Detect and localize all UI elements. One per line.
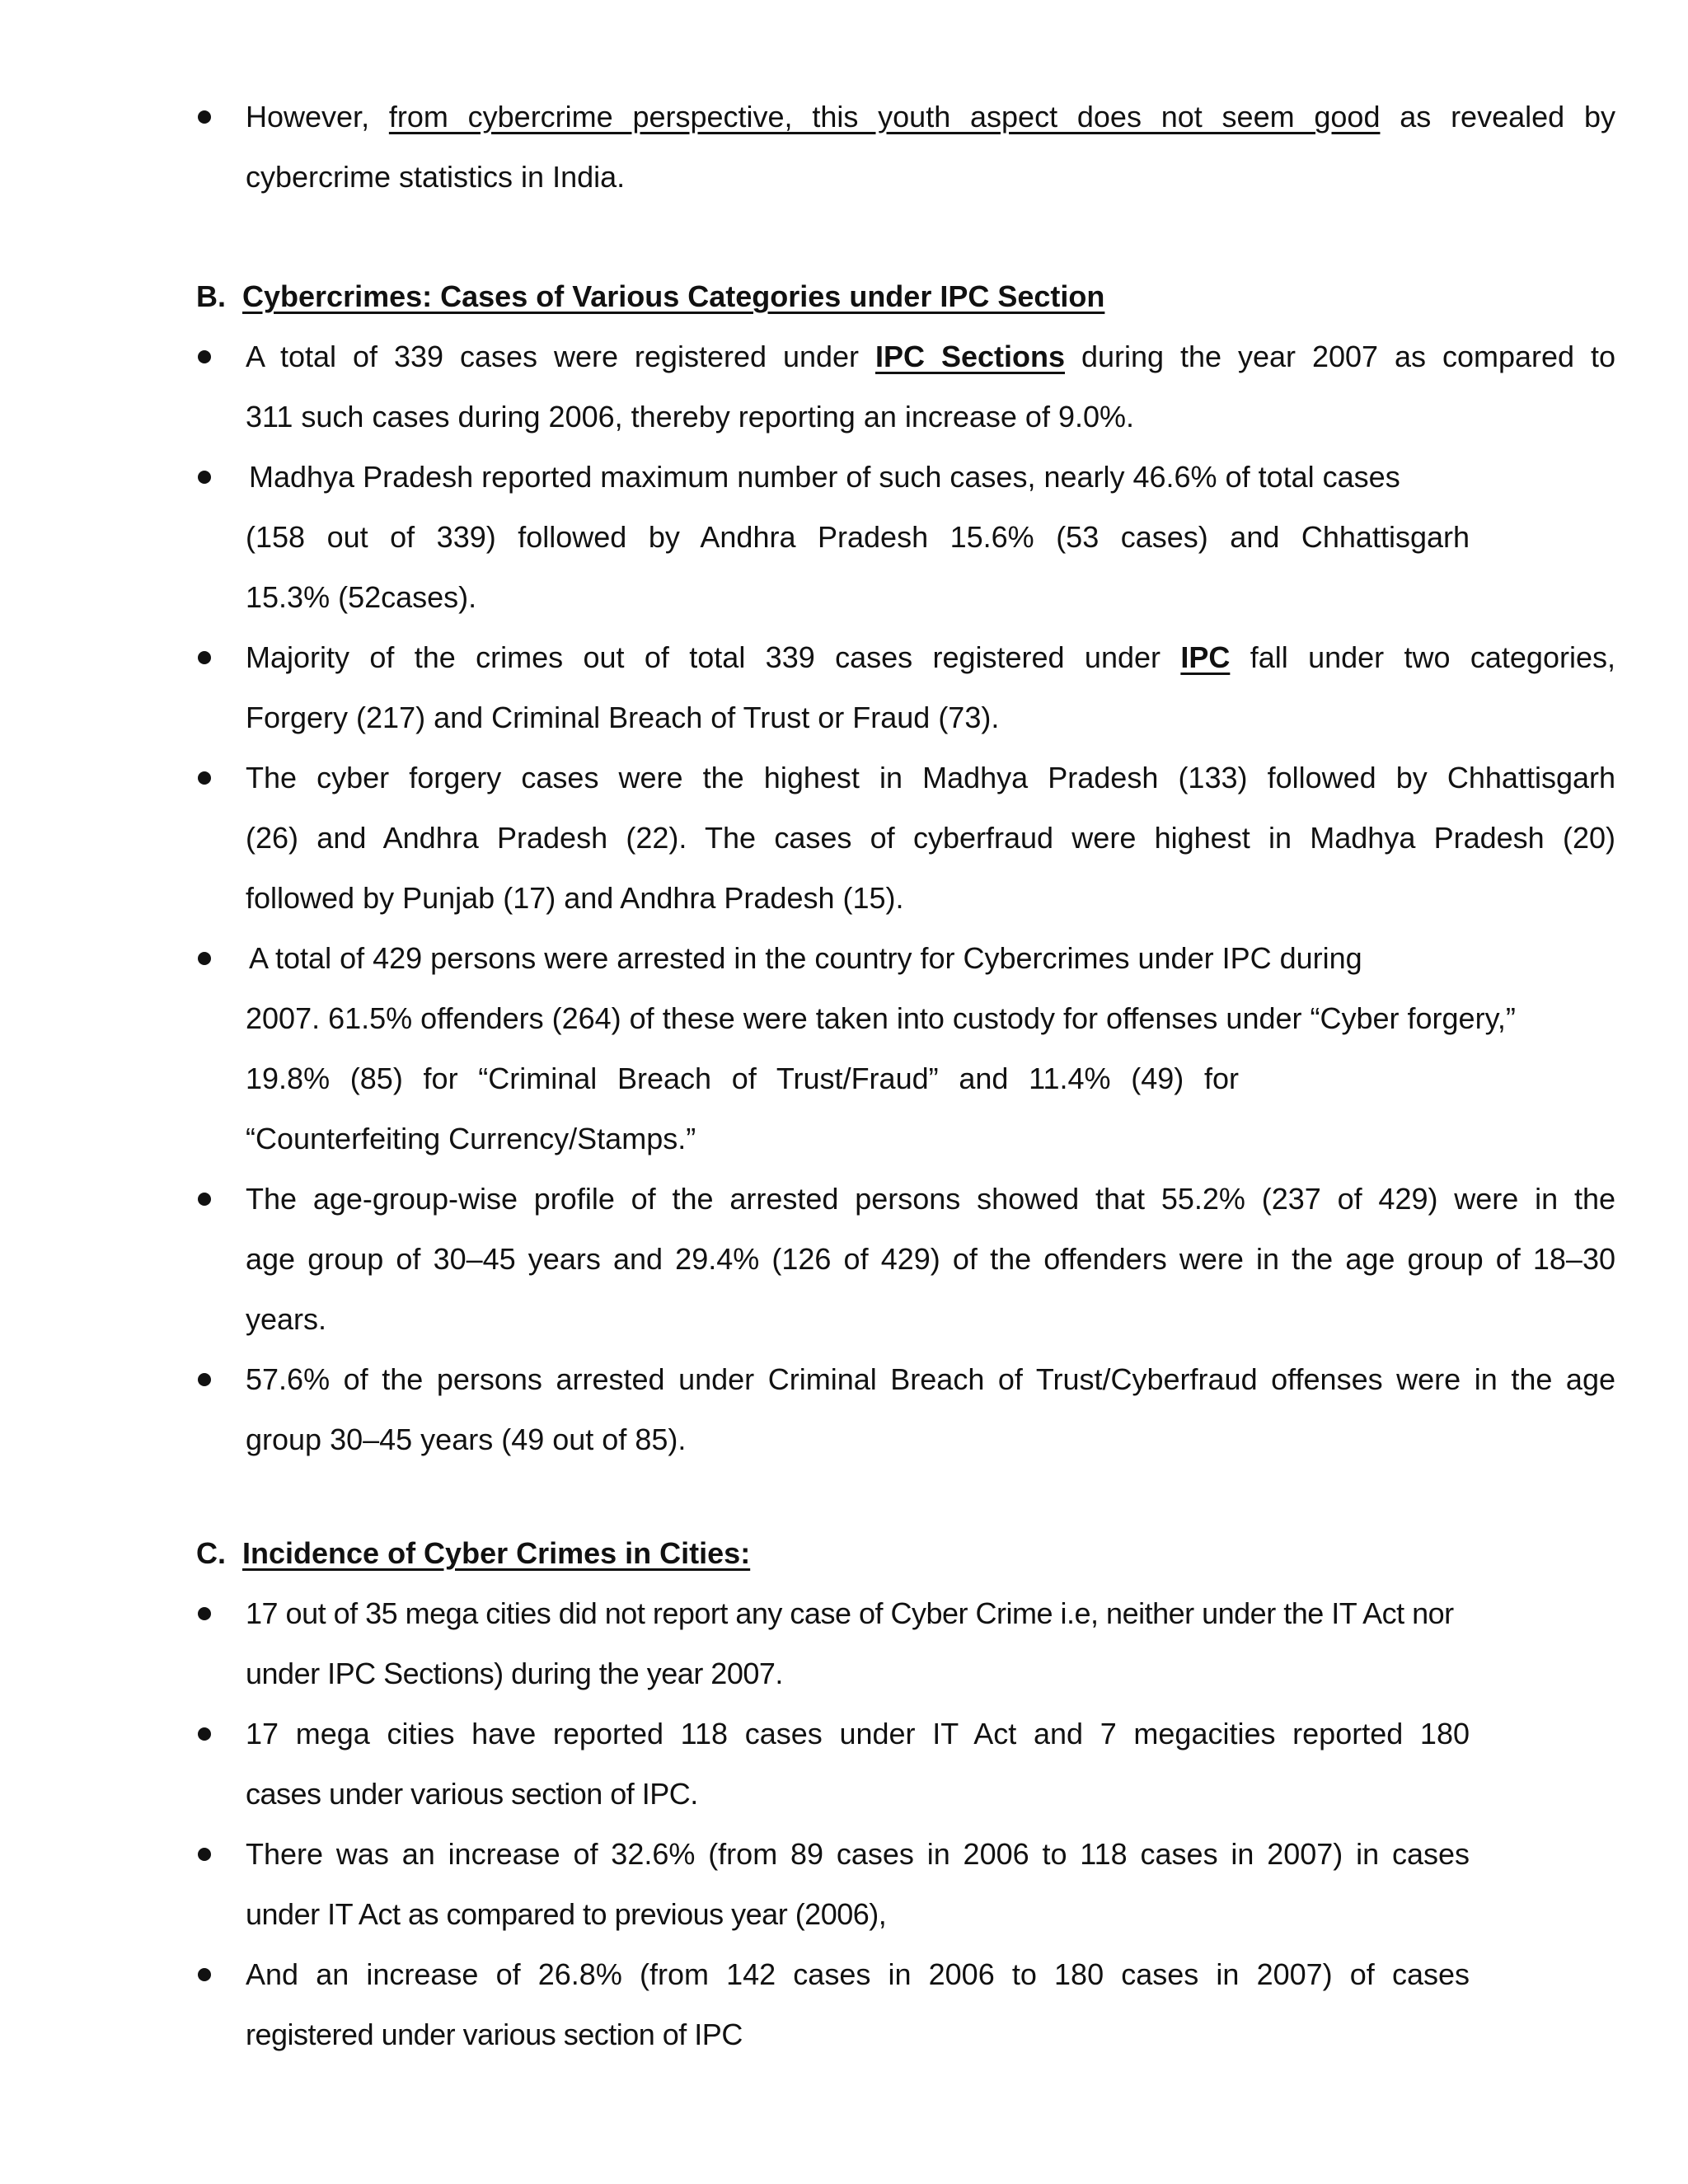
bullet-icon bbox=[198, 350, 211, 363]
c2-line-1: 17 mega cities have reported 118 cases under IT Act and 7 megacities reported 180 bbox=[246, 1717, 1470, 1750]
section-c-title: Incidence of Cyber Crimes in Cities: bbox=[242, 1536, 751, 1570]
bullet-icon bbox=[198, 1193, 211, 1206]
c3-line-2: under IT Act as compared to previous year (2006), bbox=[246, 1897, 887, 1931]
b4-line-3: followed by Punjab (17) and Andhra Pradesh (15). bbox=[246, 881, 904, 915]
b7-line-2: group 30–45 years (49 out of 85). bbox=[246, 1422, 687, 1456]
c1-line-1: 17 out of 35 mega cities did not report any case of Cyber Crime i.e, neither under the IT Act nor bbox=[246, 1596, 1454, 1630]
bullet-icon bbox=[198, 1968, 211, 1981]
b2-line-1: Madhya Pradesh reported maximum number of such cases, nearly 46.6% of total cases bbox=[249, 460, 1400, 494]
bullet-icon bbox=[198, 952, 211, 965]
intro-line-1: However, from cybercrime perspective, this youth aspect does not seem good as revealed by bbox=[246, 100, 1615, 134]
bullet-icon bbox=[198, 1848, 211, 1861]
section-b-heading: B. Cybercrimes: Cases of Various Categories under IPC Section bbox=[196, 279, 1105, 313]
b5-line-1: A total of 429 persons were arrested in the country for Cybercrimes under IPC during bbox=[249, 941, 1362, 975]
bullet-icon bbox=[198, 651, 211, 664]
c1-line-2: under IPC Sections) during the year 2007. bbox=[246, 1657, 783, 1690]
bullet-icon bbox=[198, 1607, 211, 1620]
b4-line-1: The cyber forgery cases were the highest in Madhya Pradesh (133) followed by Chhattisgarh bbox=[246, 761, 1615, 794]
b5-line-2: 2007. 61.5% offenders (264) of these were taken into custody for offenses under “Cyber forgery,” bbox=[246, 1001, 1516, 1035]
ipc-sections-link: IPC Sections bbox=[874, 340, 1065, 373]
bullet-icon bbox=[198, 1373, 211, 1386]
c3-line-1: There was an increase of 32.6% (from 89 cases in 2006 to 118 cases in 2007) in cases bbox=[246, 1837, 1470, 1871]
b7-line-1: 57.6% of the persons arrested under Criminal Breach of Trust/Cyberfraud offenses were in the age bbox=[246, 1362, 1615, 1396]
underlined-phrase: from cybercrime perspective, this youth aspect does not seem good bbox=[388, 100, 1381, 134]
b2-line-3: 15.3% (52cases). bbox=[246, 580, 477, 614]
section-b-title: Cybercrimes: Cases of Various Categories under IPC Section bbox=[242, 279, 1105, 313]
b4-line-2: (26) and Andhra Pradesh (22). The cases of cyberfraud were highest in Madhya Pradesh (20) bbox=[246, 821, 1615, 855]
bullet-icon bbox=[198, 471, 211, 484]
b3-line-2: Forgery (217) and Criminal Breach of Trust or Fraud (73). bbox=[246, 701, 1000, 734]
bullet-icon bbox=[198, 771, 211, 785]
bullet-icon bbox=[198, 110, 211, 124]
b6-line-3: years. bbox=[246, 1302, 327, 1336]
bullet-icon bbox=[198, 1727, 211, 1741]
c4-line-2: registered under various section of IPC bbox=[246, 2018, 743, 2051]
b5-line-3: 19.8% (85) for “Criminal Breach of Trust/Fraud” and 11.4% (49) for bbox=[246, 1062, 1239, 1095]
ipc-link: IPC bbox=[1180, 640, 1231, 674]
b3-line-1: Majority of the crimes out of total 339 cases registered under IPC fall under two categories, bbox=[246, 640, 1615, 674]
c2-line-2: cases under various section of IPC. bbox=[246, 1777, 698, 1811]
c4-line-1: And an increase of 26.8% (from 142 cases in 2006 to 180 cases in 2007) of cases bbox=[246, 1957, 1470, 1991]
b1-line-2: 311 such cases during 2006, thereby reporting an increase of 9.0%. bbox=[246, 400, 1135, 434]
b6-line-1: The age-group-wise profile of the arrested persons showed that 55.2% (237 of 429) were in the bbox=[246, 1182, 1615, 1216]
b1-line-1: A total of 339 cases were registered under IPC Sections during the year 2007 as compared to bbox=[246, 340, 1616, 373]
intro-line-2: cybercrime statistics in India. bbox=[246, 160, 626, 194]
b2-line-2: (158 out of 339) followed by Andhra Pradesh 15.6% (53 cases) and Chhattisgarh bbox=[246, 520, 1470, 554]
b6-line-2: age group of 30–45 years and 29.4% (126 of 429) of the offenders were in the age group of 18–30 bbox=[246, 1242, 1615, 1276]
b5-line-4: “Counterfeiting Currency/Stamps.” bbox=[246, 1122, 696, 1155]
section-c-heading: C. Incidence of Cyber Crimes in Cities: bbox=[196, 1536, 751, 1570]
